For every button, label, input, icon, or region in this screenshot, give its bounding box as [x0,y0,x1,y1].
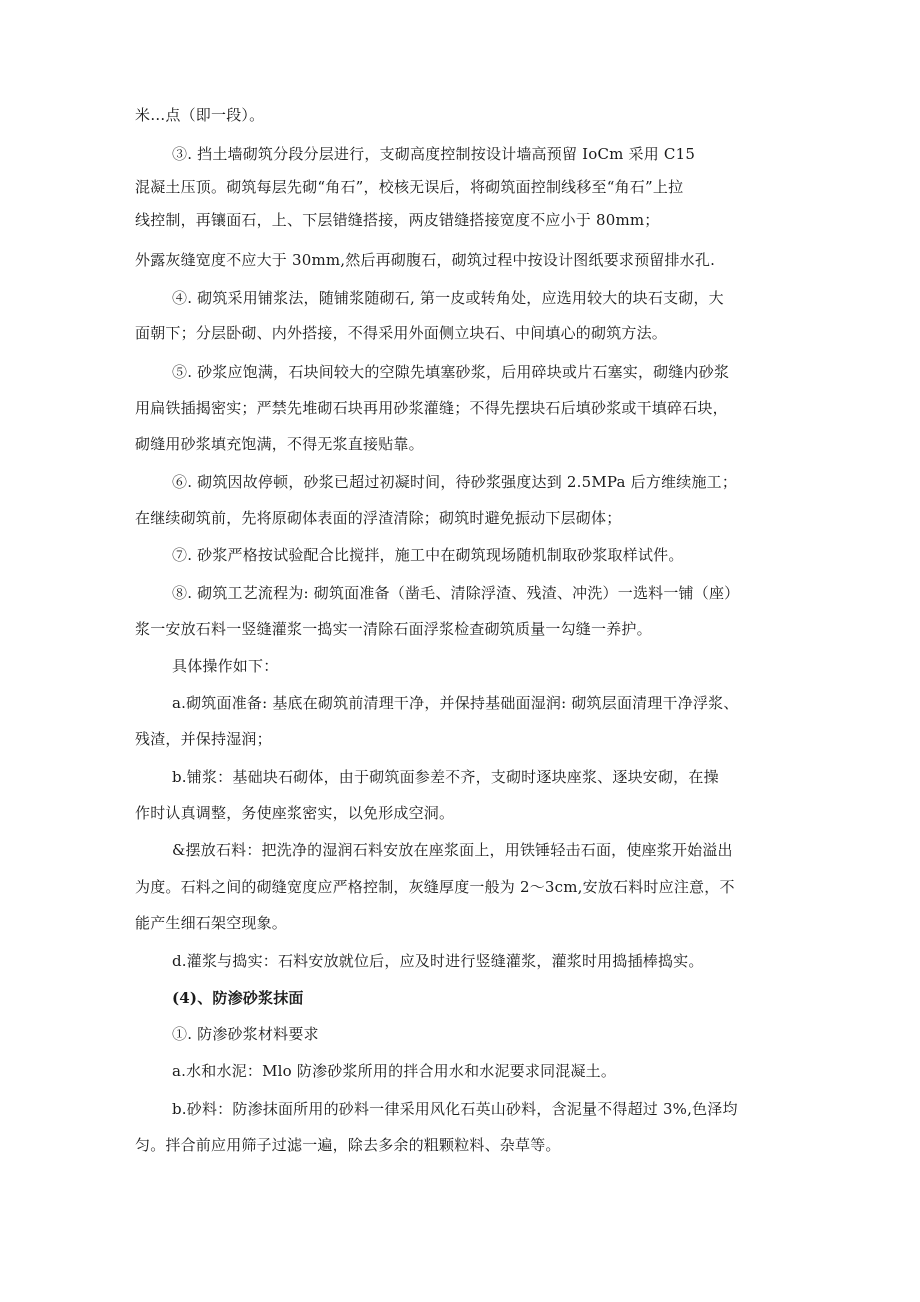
text-line: 浆一安放石料一竖缝灌浆一捣实一清除石面浮浆检查砌筑质量一勾缝一养护。 [135,620,652,638]
text-line: 匀。拌合前应用筛子过滤一遍，除去多余的粗颗粒料、杂草等。 [135,1136,561,1154]
text-line: a.砌筑面准备: 基底在砌筑前清理干净，并保持基础面湿润: 砌筑层面清理干净浮浆、 [172,694,739,712]
text-line: ③. 挡土墙砌筑分段分层进行，支砌高度控制按设计墙高预留 IoCm 采用 C15 [172,145,696,163]
text-line: 为度。石料之间的砌缝宽度应严格控制，灰缝厚度一般为 2～3cm,安放石料时应注意，不 [135,878,735,896]
text-line: 砌缝用砂浆填充饱满，不得无浆直接贴靠。 [135,435,424,453]
text-line: &摆放石料：把洗净的湿润石料安放在座浆面上，用铁锤轻击石面，使座浆开始溢出 [172,841,733,859]
text-line: 能产生细石架空现象。 [135,914,288,932]
text-line: ④. 砌筑采用铺浆法，随铺浆随砌石, 第一皮或转角处，应选用较大的块石支砌，大 [172,289,724,307]
section-heading: (4)、防渗砂浆抹面 [172,989,304,1007]
text-line: b.铺浆：基础块石砌体，由于砌筑面参差不齐，支砌时逐块座浆、逐块安砌，在操 [172,768,719,786]
text-line: ⑧. 砌筑工艺流程为: 砌筑面准备（凿毛、清除浮渣、残渣、冲洗）一选料一铺（座） [172,584,740,602]
text-line: d.灌浆与捣实：石料安放就位后，应及时进行竖缝灌浆，灌浆时用捣插棒捣实。 [172,952,704,970]
text-line: 线控制，再镶面石，上、下层错缝搭接，两皮错缝搭接宽度不应小于 80mm； [135,211,660,229]
text-line: 用扁铁插揭密实；严禁先堆砌石块再用砂浆灌缝；不得先摆块石后填砂浆或干填碎石块， [135,399,728,417]
text-line: 外露灰缝宽度不应大于 30mm,然后再砌腹石，砌筑过程中按设计图纸要求预留排水孔. [135,251,716,269]
text-line: ⑤. 砂浆应饱满，石块间较大的空隙先填塞砂浆，后用碎块或片石塞实，砌缝内砂浆 [172,363,730,381]
text-line: b.砂料：防渗抹面所用的砂料一律采用风化石英山砂料，含泥量不得超过 3%,色泽均 [172,1100,738,1118]
text-line: ⑦. 砂浆严格按试验配合比搅拌，施工中在砌筑现场随机制取砂浆取样试件。 [172,546,684,564]
text-line: 面朝下；分层卧砌、内外搭接，不得采用外面侧立块石、中间填心的砌筑方法。 [135,324,668,342]
text-line: 残渣，并保持湿润； [135,730,272,748]
text-line: 混凝土压顶。砌筑每层先砌“角石”，校核无误后，将砌筑面控制线移至“角石”上拉 [135,178,684,196]
text-line: 在继续砌筑前，先将原砌体表面的浮渣清除；砌筑时避免振动下层砌体； [135,509,622,527]
text-line: 具体操作如下： [172,657,279,675]
text-line: 作时认真调整，务使座浆密实，以免形成空洞。 [135,804,455,822]
text-line: ①. 防渗砂浆材料要求 [172,1025,319,1043]
text-line: ⑥. 砌筑因故停顿，砂浆已超过初凝时间，待砂浆强度达到 2.5MPa 后方维续施工； [172,473,738,491]
text-line: a.水和水泥：Mlo 防渗砂浆所用的拌合用水和水泥要求同混凝土。 [172,1062,617,1080]
text-line: 米…点（即一段）。 [135,106,265,124]
